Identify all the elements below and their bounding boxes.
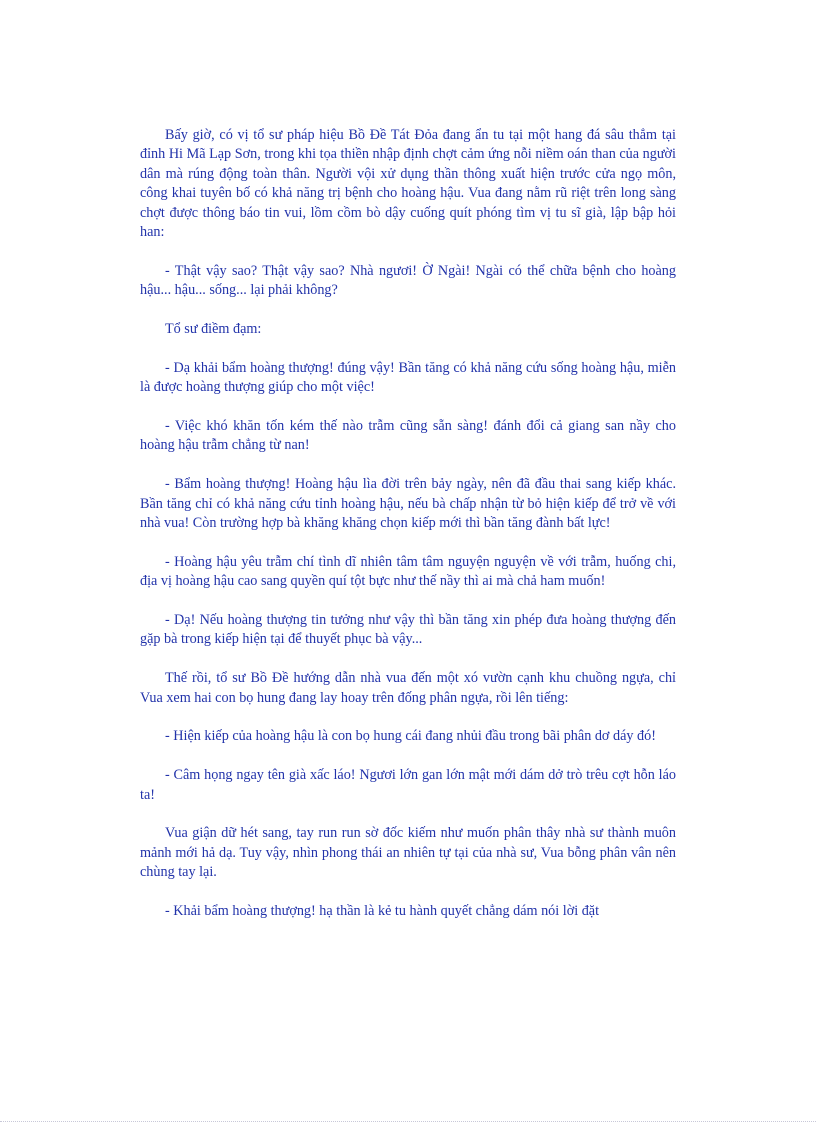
paragraph-3: Tổ sư điềm đạm: [165, 321, 262, 338]
paragraph-1: Bấy giờ, có vị tổ sư pháp hiệu Bồ Đề Tát Đỏa đang ẩn tu tại một hang đá sâu thẳm tại đỉnh Hi Mã Lạp Sơn, trong khi tọa thiền nhập định chợt cảm ứng nỗi niềm oán than của người dân mà rúng động toàn thân. Người vội xử dụng thần thông xuất hiện trước cửa ngọ môn, công khai tuyên bố có khả năng trị bệnh cho hoàng hậu. Vua đang nằm rũ riệt trên long sàng chợt được thông báo tin vui, lồm cồm bò dậy cuống quít phóng tìm vị tu sĩ già, lập bập hỏi han: [140, 127, 676, 241]
paragraph-5: - Việc khó khăn tốn kém thế nào trẫm cũng sẵn sàng! đánh đổi cả giang san nầy cho hoàng hậu trẫm chẳng từ nan! [140, 418, 676, 454]
paragraph-2: - Thật vậy sao? Thật vậy sao? Nhà ngươi! Ờ Ngài! Ngài có thể chữa bệnh cho hoàng hậu... hậu... sống... lại phải không? [140, 262, 676, 299]
page-bottom-border [0, 1121, 816, 1122]
paragraph-10: - Hiện kiếp của hoàng hậu là con bọ hung cái đang nhủi đầu trong bãi phân dơ dáy đó! [165, 728, 656, 745]
paragraph-8: - Dạ! Nếu hoàng thượng tin tưởng như vậy thì bần tăng xin phép đưa hoàng thượng đến gặp bà trong kiếp hiện tại để thuyết phục bà vậy... [140, 612, 676, 648]
paragraph-13: - Khải bẩm hoàng thượng! hạ thần là kẻ tu hành quyết chẳng dám nói lời đặt [165, 903, 600, 920]
paragraph-9: Thế rồi, tổ sư Bồ Đề hướng dẫn nhà vua đến một xó vườn cạnh khu chuồng ngựa, chỉ Vua xem hai con bọ hung đang lay hoay trên đống phân ngựa, rồi lên tiếng: [140, 670, 676, 706]
paragraph-6: - Bẩm hoàng thượng! Hoàng hậu lìa đời trên bảy ngày, nên đã đầu thai sang kiếp khác. Bần tăng chỉ có khả năng cứu tỉnh hoàng hậu, nếu bà chấp nhận từ bỏ hiện kiếp để trở về với nhà vua! Còn trường hợp bà khăng khăng chọn kiếp mới thì bần tăng đành bất lực! [140, 476, 676, 532]
paragraph-11: - Câm họng ngay tên già xấc láo! Ngươi lớn gan lớn mật mới dám dở trò trêu cợt hỗn láo ta! [140, 767, 676, 803]
paragraph-7: - Hoàng hậu yêu trẫm chí tình dĩ nhiên tâm tâm nguyện nguyện về với trẫm, huống chi, địa vị hoàng hậu cao sang quyền quí tột bực như thế nầy thì ai mà chả ham muốn! [140, 553, 676, 590]
paragraph-12: Vua giận dữ hét sang, tay run run sờ đốc kiếm như muốn phân thây nhà sư thành muôn mảnh mới hả dạ. Tuy vậy, nhìn phong thái an nhiên tự tại của nhà sư, Vua bỗng phân vân nên chùng tay lại. [140, 825, 676, 881]
document-body [140, 126, 676, 941]
paragraph-4: - Dạ khải bẩm hoàng thượng! đúng vậy! Bần tăng có khả năng cứu sống hoàng hậu, miễn là được hoàng thượng giúp cho một việc! [140, 359, 676, 396]
